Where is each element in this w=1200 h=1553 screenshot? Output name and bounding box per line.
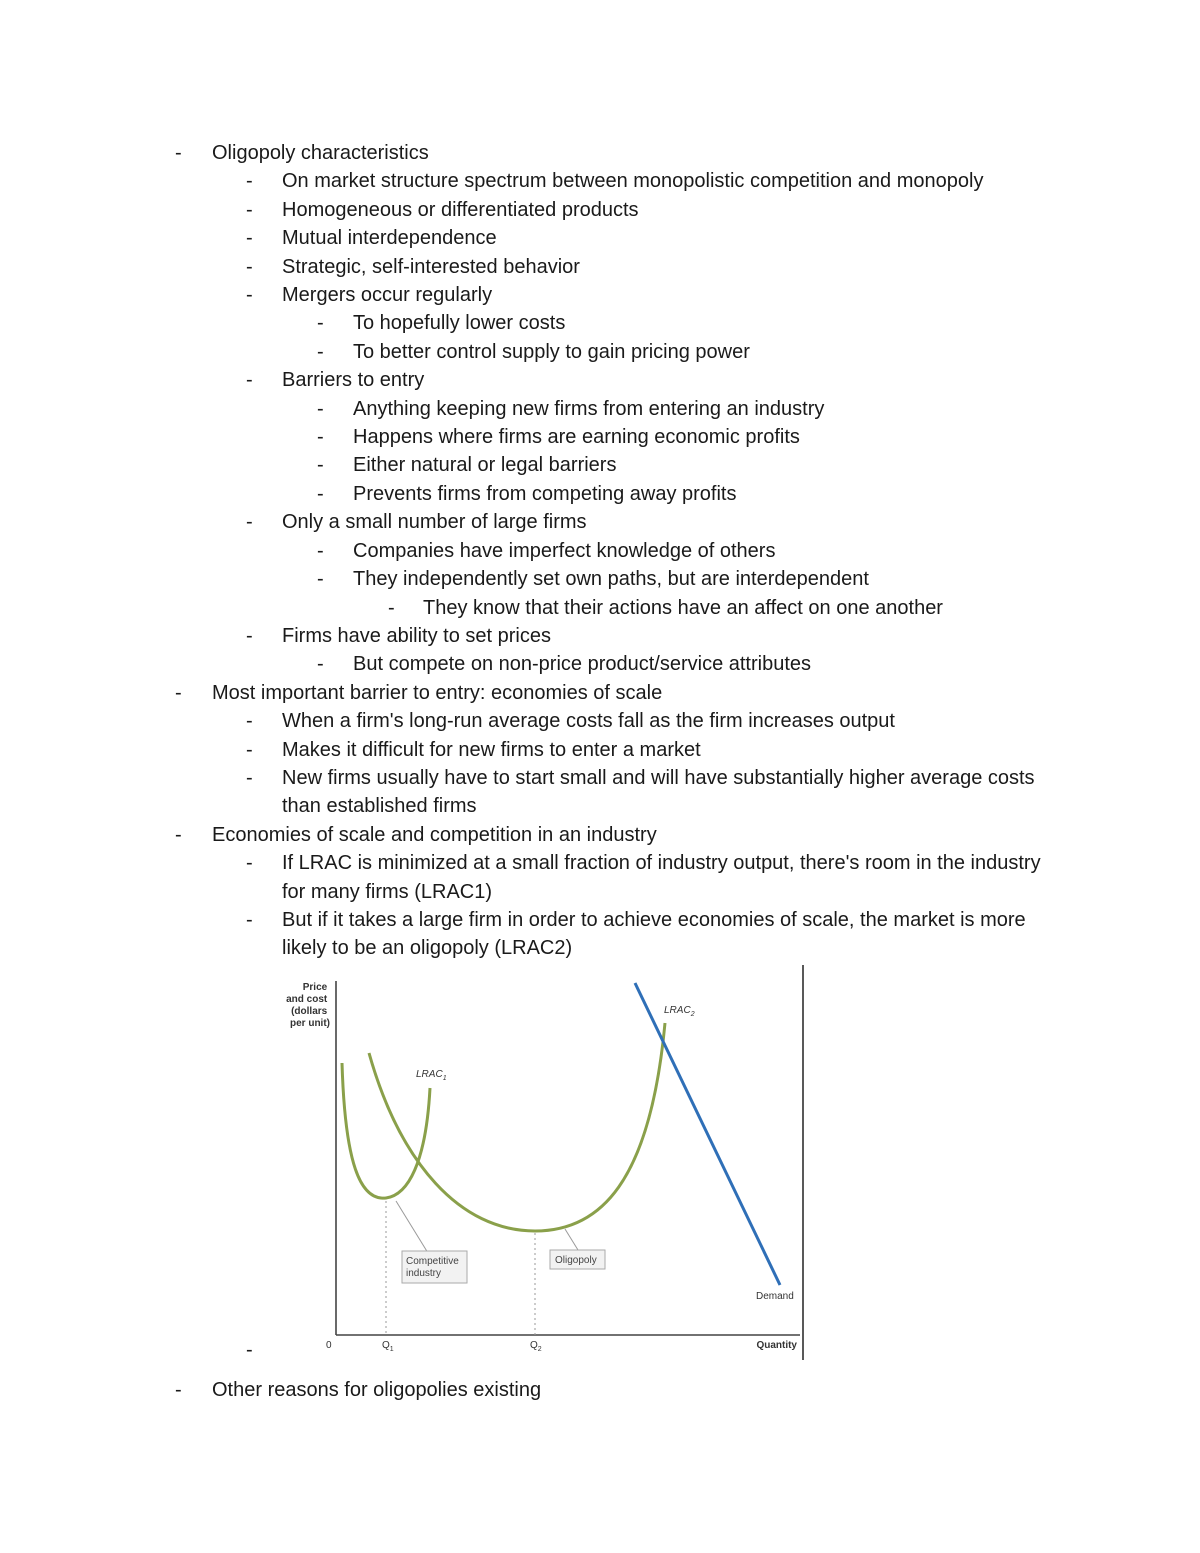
bullet-set-prices	[0, 622, 1200, 650]
bullet-dash: -	[246, 710, 253, 733]
lrac1-label	[416, 1069, 447, 1082]
bullet-dash: -	[175, 823, 182, 846]
bullet-text: But if it takes a large firm in order to achieve economies of scale, the market is more likely to be an oligopoly (LRAC2)	[282, 908, 1026, 960]
bullet-text: Either natural or legal barriers	[353, 454, 617, 477]
bullet-dash: -	[317, 539, 324, 562]
bullet-independently	[0, 565, 1200, 593]
bullet-anything-keeping	[0, 395, 1200, 423]
bullet-other-reasons	[0, 1376, 1200, 1404]
q1-subscript: 1	[389, 1345, 394, 1353]
y-axis-label-line: Price	[302, 981, 328, 993]
competitive-line: industry	[406, 1267, 442, 1279]
bullet-dash: -	[246, 766, 253, 789]
bullet-text: To hopefully lower costs	[353, 312, 566, 335]
y-axis-label-line: and cost	[286, 993, 328, 1005]
bullet-control-supply	[0, 338, 1200, 366]
bullet-dash: -	[246, 852, 253, 875]
y-axis-label-line: per unit)	[290, 1017, 330, 1029]
q2-subscript: 2	[537, 1345, 542, 1353]
bullet-text: Other reasons for oligopolies existing	[212, 1378, 542, 1401]
bullet-lower-costs	[0, 309, 1200, 337]
bullet-dash: -	[175, 142, 182, 164]
bullet-text: Mergers occur regularly	[282, 284, 493, 307]
bullet-economies-of-scale	[0, 679, 1200, 707]
lrac1-curve	[342, 1063, 430, 1198]
bullet-dash: -	[175, 1378, 182, 1401]
lrac2-curve	[369, 1023, 665, 1231]
lrac2-label	[664, 1005, 695, 1018]
bullet-dash: -	[317, 340, 324, 363]
bullet-dash: -	[388, 596, 395, 619]
bullet-text: Happens where firms are earning economic profits	[353, 426, 800, 449]
y-axis-label	[286, 982, 330, 1029]
bullet-text: They know that their actions have an affect on one another	[423, 596, 943, 619]
bullet-text: Most important barrier to entry: economies of scale	[212, 681, 663, 704]
bullet-text: Economies of scale and competition in an industry	[212, 823, 657, 846]
bullet-text: If LRAC is minimized at a small fraction of industry output, there's room in the industry for many firms (LRAC1)	[282, 852, 1041, 903]
bullet-economic-profits	[0, 423, 1200, 451]
bullet-dash: -	[246, 227, 253, 250]
lrac-diagram	[280, 963, 810, 1363]
q1-label	[382, 1340, 394, 1353]
q1-letter: Q	[382, 1339, 390, 1351]
origin-label: 0	[326, 1339, 332, 1351]
bullet-non-price	[0, 650, 1200, 678]
bullet-market-spectrum	[0, 167, 1200, 195]
bullet-text: To better control supply to gain pricing power	[353, 340, 750, 363]
bullet-dash: -	[317, 426, 324, 449]
bullet-dash: -	[317, 653, 324, 676]
bullet-lrac-fall	[0, 707, 1200, 735]
y-axis-label-line: (dollars	[291, 1005, 328, 1017]
bullet-dash-empty: -	[246, 1338, 253, 1361]
bullet-dash: -	[246, 624, 253, 647]
bullet-interdependence	[0, 224, 1200, 252]
bullet-dash: -	[246, 369, 253, 392]
bullet-text: Only a small number of large firms	[282, 511, 587, 534]
bullet-text: New firms usually have to start small and will have substantially higher average costs than established firms	[282, 766, 1035, 818]
bullet-dash: -	[317, 454, 324, 477]
bullet-text: Prevents firms from competing away profits	[353, 482, 737, 505]
bullet-text: Homogeneous or differentiated products	[282, 198, 639, 221]
bullet-text: On market structure spectrum between monopolistic competition and monopoly	[282, 170, 984, 193]
bullet-text: But compete on non-price product/service attributes	[353, 653, 812, 676]
bullet-dash: -	[246, 511, 253, 534]
q2-label	[530, 1340, 542, 1353]
bullet-text: Makes it difficult for new firms to enter a market	[282, 738, 701, 761]
bullet-prevents-competing	[0, 480, 1200, 508]
bullet-text: Mutual interdependence	[282, 227, 497, 250]
bullet-oligopoly-characteristics	[0, 139, 1200, 167]
bullet-text: Barriers to entry	[282, 369, 425, 392]
bullet-dash: -	[246, 738, 253, 761]
bullet-barriers	[0, 366, 1200, 394]
bullet-mergers	[0, 281, 1200, 309]
document-body	[0, 139, 1200, 1404]
bullet-dash: -	[246, 198, 253, 221]
bullet-dash: -	[246, 284, 253, 307]
bullet-text: Oligopoly characteristics	[212, 142, 429, 164]
bullet-strategic	[0, 253, 1200, 281]
bullet-products	[0, 196, 1200, 224]
bullet-lrac1-many-firms	[0, 849, 1200, 906]
bullet-scale-competition	[0, 821, 1200, 849]
bullet-text: They independently set own paths, but are interdependent	[353, 568, 869, 591]
competitive-leader	[396, 1201, 428, 1253]
bullet-dash: -	[317, 397, 324, 420]
demand-label: Demand	[756, 1290, 794, 1302]
figure-row	[0, 963, 1200, 1376]
bullet-dash: -	[317, 568, 324, 591]
bullet-dash: -	[175, 681, 182, 704]
bullet-dash: -	[317, 312, 324, 335]
bullet-text: Strategic, self-interested behavior	[282, 255, 580, 278]
lrac2-text: LRAC	[664, 1004, 691, 1016]
bullet-dash: -	[246, 908, 253, 931]
oligopoly-leader	[565, 1229, 578, 1250]
demand-curve	[635, 983, 780, 1285]
lrac1-text: LRAC	[416, 1068, 443, 1080]
competitive-line: Competitive	[406, 1255, 459, 1267]
bullet-natural-legal	[0, 451, 1200, 479]
lrac1-subscript: 1	[442, 1074, 447, 1082]
bullet-difficult-enter	[0, 736, 1200, 764]
bullet-small-number	[0, 508, 1200, 536]
q2-letter: Q	[530, 1339, 538, 1351]
bullet-start-small	[0, 764, 1200, 821]
bullet-text: Companies have imperfect knowledge of others	[353, 539, 776, 562]
bullet-text: Anything keeping new firms from entering an industry	[353, 397, 825, 420]
bullet-dash: -	[317, 482, 324, 505]
bullet-text: Firms have ability to set prices	[282, 624, 551, 647]
bullet-dash: -	[246, 255, 253, 278]
bullet-dash: -	[246, 170, 253, 193]
lrac2-subscript: 2	[690, 1010, 695, 1018]
x-axis-label: Quantity	[756, 1339, 797, 1351]
oligopoly-box-text: Oligopoly	[555, 1254, 597, 1266]
bullet-imperfect-knowledge	[0, 537, 1200, 565]
bullet-lrac2-oligopoly	[0, 906, 1200, 963]
bullet-text: When a firm's long-run average costs fall as the firm increases output	[282, 710, 895, 733]
bullet-they-know	[0, 594, 1200, 622]
